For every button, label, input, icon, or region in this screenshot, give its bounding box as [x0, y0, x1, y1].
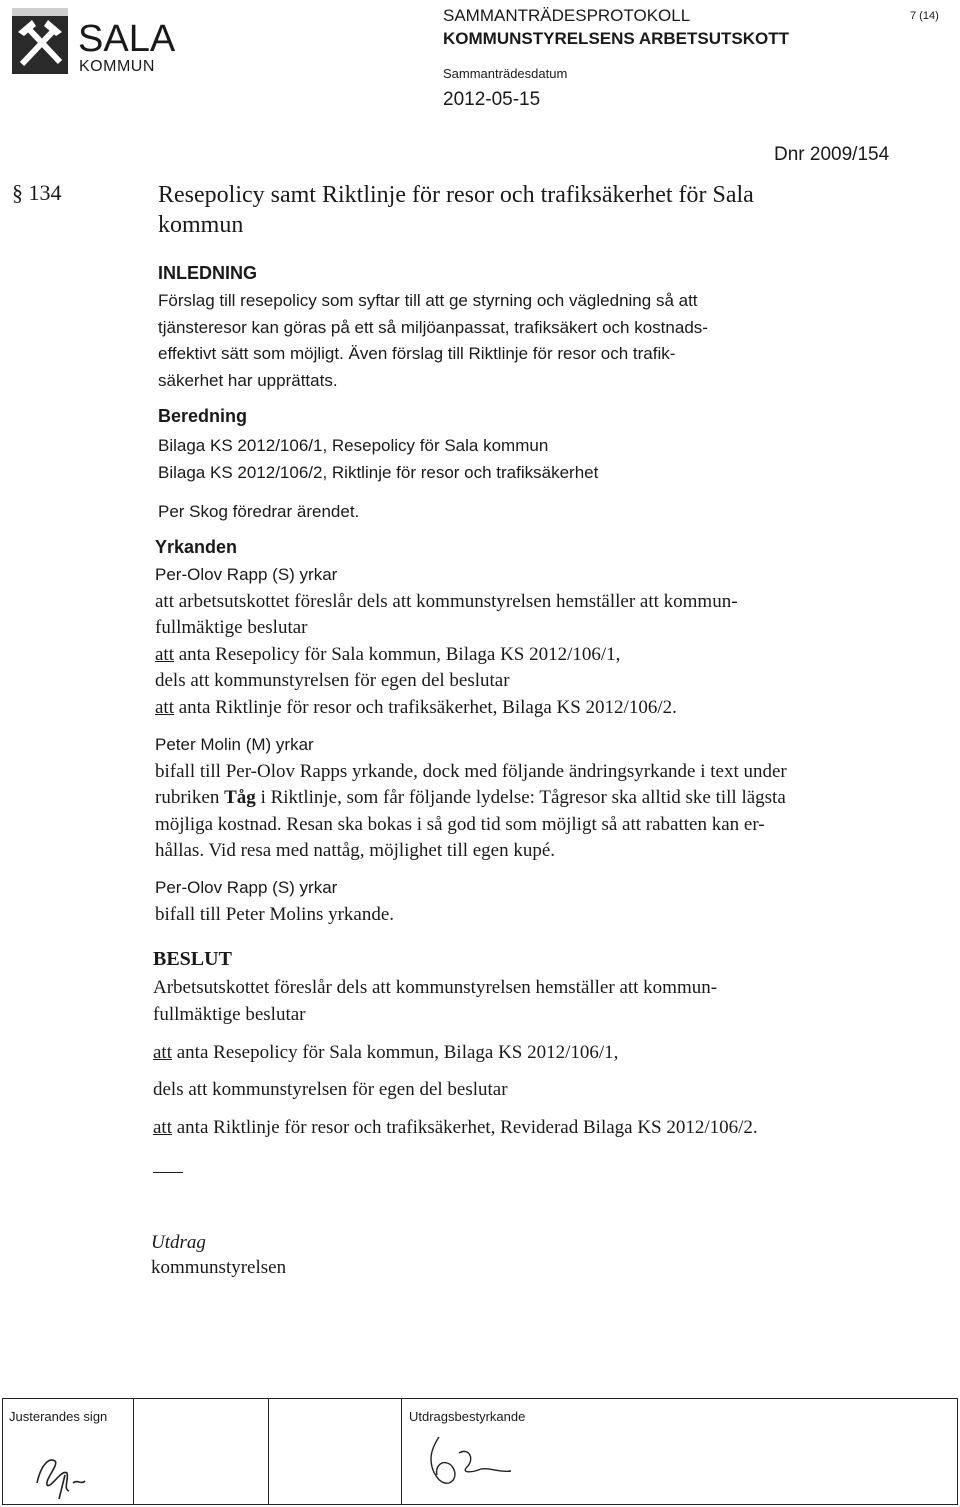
sig-cell-2	[133, 1399, 269, 1504]
text-line: möjliga kostnad. Resan ska bokas i så god tid som möjligt så att rabatten kan er-	[155, 813, 765, 835]
text-line: fullmäktige beslutar	[155, 617, 308, 638]
text-line: hållas. Vid resa med nattåg, möjlighet till egen kupé.	[155, 840, 556, 861]
text-line: Förslag till resepolicy som syftar till att ge styrning och vägledning så att	[158, 291, 698, 310]
text-line: fullmäktige beslutar	[153, 1003, 306, 1025]
att-word: att	[153, 1042, 172, 1063]
text-line: säkerhet har upprättats.	[158, 370, 338, 390]
text-line: Bilaga KS 2012/106/1, Resepolicy för Sala kommun	[158, 436, 549, 455]
section-title-line: Resepolicy samt Riktlinje för resor och trafiksäkerhet för Sala	[158, 182, 754, 208]
beredning-heading: Beredning	[158, 406, 248, 426]
meeting-date: 2012-05-15	[443, 89, 541, 110]
yrkande-rapp-1	[155, 562, 738, 721]
committee-title: KOMMUNSTYRELSENS ARBETSUTSKOTT	[443, 29, 789, 48]
beslut-dels: dels att kommunstyrelsen för egen del beslutar	[153, 1079, 508, 1100]
signature-mark-icon	[23, 1439, 103, 1504]
signature-table	[2, 1398, 958, 1505]
text-line: effektivt sätt som möjligt. Även förslag till Riktlinje för resor och trafik-	[158, 344, 676, 363]
att-word: att	[155, 696, 174, 718]
section-title	[158, 180, 754, 240]
yrkande-rapp-2	[155, 875, 394, 928]
text-line: bifall till Per-Olov Rapps yrkande, dock med följande ändringsyrkande i text under	[155, 760, 787, 782]
text-line: Arbetsutskottet föreslår dels att kommunstyrelsen hemställer att kommun-	[153, 977, 718, 998]
yrkanden-heading: Yrkanden	[155, 537, 238, 557]
text-line: dels att kommunstyrelsen för egen del beslutar	[155, 670, 510, 691]
logo-sub: KOMMUN	[79, 58, 155, 75]
yrkande-molin	[155, 732, 787, 865]
utdrag-recipient: kommunstyrelsen	[151, 1257, 287, 1278]
speaker: Per-Olov Rapp (S) yrkar	[155, 878, 338, 897]
text-line: att arbetsutskottet föreslår dels att kommunstyrelsen hemställer att kommun-	[155, 590, 738, 612]
sig-cell-justerandes	[3, 1399, 134, 1504]
text-line: att anta Resepolicy för Sala kommun, Bilaga KS 2012/106/1,	[153, 1042, 619, 1063]
coat-of-arms-icon	[10, 6, 70, 76]
municipality-logo	[10, 6, 70, 76]
speaker: Per-Olov Rapp (S) yrkar	[155, 565, 338, 584]
text-line: tjänsteresor kan göras på ett så miljöanpassat, trafiksäkert och kostnads-	[158, 317, 708, 337]
justerandes-label: Justerandes sign	[9, 1409, 108, 1424]
text-line: rubriken Tåg i Riktlinje, som får följande lydelse: Tågresor ska alltid ske till lägsta	[155, 787, 786, 808]
speaker: Peter Molin (M) yrkar	[155, 735, 314, 754]
separator-dash	[153, 1172, 183, 1173]
text-line: att anta Riktlinje för resor och trafiksäkerhet, Bilaga KS 2012/106/2.	[155, 696, 677, 718]
section-number: § 134	[12, 180, 62, 205]
date-label: Sammanträdesdatum	[443, 66, 568, 81]
text-line: Bilaga KS 2012/106/2, Riktlinje för resor och trafiksäkerhet	[158, 463, 599, 482]
utdrag-label: Utdrag	[151, 1232, 206, 1253]
page-number: 7 (14)	[910, 10, 939, 22]
beslut-att-2	[153, 1115, 758, 1142]
protocol-title: SAMMANTRÄDESPROTOKOLL	[443, 6, 691, 25]
dnr: Dnr 2009/154	[774, 144, 890, 165]
text-line: bifall till Peter Molins yrkande.	[155, 903, 395, 925]
beslut-heading: BESLUT	[153, 948, 232, 970]
att-word: att	[153, 1117, 172, 1138]
utdragsbestyrkande-label: Utdragsbestyrkande	[409, 1409, 526, 1424]
sig-cell-3	[268, 1399, 402, 1504]
beredning-text	[158, 432, 598, 486]
beslut-att-1	[153, 1040, 618, 1067]
sig-cell-utdrag	[401, 1399, 957, 1504]
att-word: att	[155, 643, 174, 665]
section-title-line: kommun	[158, 212, 244, 238]
text-line: att anta Riktlinje för resor och trafiksäkerhet, Reviderad Bilaga KS 2012/106/2.	[153, 1117, 758, 1138]
inledning-text	[158, 288, 708, 394]
beredning-presenter: Per Skog föredrar ärendet.	[158, 502, 360, 521]
inledning-heading: INLEDNING	[158, 263, 257, 283]
logo-name: SALA	[78, 18, 176, 60]
beslut-text	[153, 975, 717, 1028]
signature-mark-icon	[415, 1429, 535, 1499]
text-line: att anta Resepolicy för Sala kommun, Bilaga KS 2012/106/1,	[155, 643, 621, 665]
